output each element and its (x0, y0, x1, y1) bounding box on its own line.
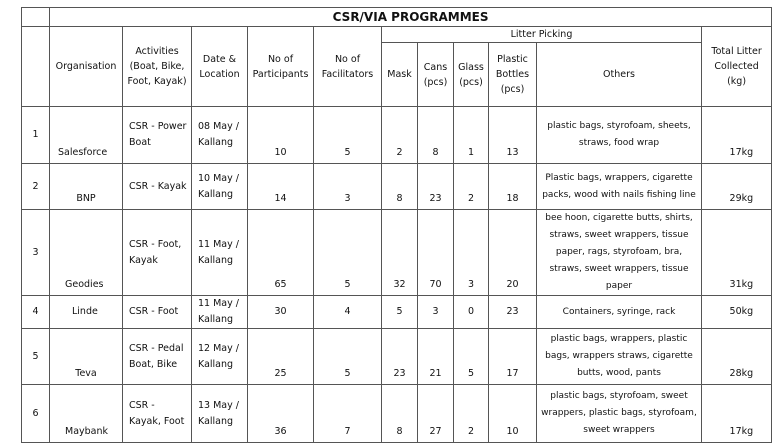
date-location-cell: 13 May / Kallang (192, 385, 248, 443)
plastic-bottles-cell: 20 (489, 210, 537, 296)
table-row (22, 329, 772, 385)
date-location-cell: 10 May / Kallang (192, 164, 248, 210)
activities-cell: CSR - Kayak, Foot (123, 385, 192, 443)
activities-cell: CSR - Pedal Boat, Bike (123, 329, 192, 385)
header-glass: Glass (pcs) (454, 43, 489, 107)
table-row (22, 107, 772, 164)
table-row (22, 164, 772, 210)
others-cell: Plastic bags, wrappers, cigarette packs, wood with nails fishing line (537, 164, 702, 210)
table-row (22, 210, 772, 296)
organisation-cell: Teva (50, 329, 123, 385)
organisation-cell: BNP (50, 164, 123, 210)
facilitators-cell: 5 (314, 210, 382, 296)
glass-cell: 2 (454, 164, 489, 210)
mask-cell: 8 (382, 385, 418, 443)
facilitators-cell: 4 (314, 296, 382, 329)
table-title: CSR/VIA PROGRAMMES (50, 8, 772, 27)
others-cell: plastic bags, styrofoam, sweet wrappers, plastic bags, styrofoam, sweet wrappers (537, 385, 702, 443)
header-number (22, 27, 50, 107)
header-others: Others (537, 43, 702, 107)
glass-cell: 3 (454, 210, 489, 296)
activities-cell: CSR - Foot (123, 296, 192, 329)
header-participants: No of Participants (248, 27, 314, 107)
organisation-cell: Linde (50, 296, 123, 329)
participants-cell: 65 (248, 210, 314, 296)
total-cell: 31kg (702, 210, 772, 296)
cans-cell: 3 (418, 296, 454, 329)
header-date-location: Date & Location (192, 27, 248, 107)
table-row (22, 385, 772, 443)
header-mask: Mask (382, 43, 418, 107)
cans-cell: 70 (418, 210, 454, 296)
glass-cell: 0 (454, 296, 489, 329)
participants-cell: 14 (248, 164, 314, 210)
facilitators-cell: 5 (314, 107, 382, 164)
csr-programmes-table (21, 7, 772, 443)
plastic-bottles-cell: 18 (489, 164, 537, 210)
organisation-cell: Geodies (50, 210, 123, 296)
participants-cell: 36 (248, 385, 314, 443)
plastic-bottles-cell: 10 (489, 385, 537, 443)
cans-cell: 27 (418, 385, 454, 443)
others-cell: plastic bags, wrappers, plastic bags, wrappers straws, cigarette butts, wood, pants (537, 329, 702, 385)
facilitators-cell: 7 (314, 385, 382, 443)
cans-cell: 8 (418, 107, 454, 164)
mask-cell: 8 (382, 164, 418, 210)
glass-cell: 1 (454, 107, 489, 164)
header-plastic-bottles: Plastic Bottles (pcs) (489, 43, 537, 107)
table-row (22, 296, 772, 329)
activities-cell: CSR - Foot, Kayak (123, 210, 192, 296)
header-cans: Cans (pcs) (418, 43, 454, 107)
organisation-cell: Salesforce (50, 107, 123, 164)
participants-cell: 30 (248, 296, 314, 329)
row-number: 1 (22, 107, 50, 164)
row-number: 2 (22, 164, 50, 210)
date-location-cell: 11 May / Kallang (192, 296, 248, 329)
total-cell: 29kg (702, 164, 772, 210)
others-cell: Containers, syringe, rack (537, 296, 702, 329)
total-cell: 17kg (702, 107, 772, 164)
mask-cell: 32 (382, 210, 418, 296)
row-number: 5 (22, 329, 50, 385)
cans-cell: 21 (418, 329, 454, 385)
header-facilitators: No of Facilitators (314, 27, 382, 107)
mask-cell: 5 (382, 296, 418, 329)
facilitators-cell: 3 (314, 164, 382, 210)
header-total: Total Litter Collected (kg) (702, 27, 772, 107)
others-cell: plastic bags, styrofoam, sheets, straws, food wrap (537, 107, 702, 164)
total-cell: 50kg (702, 296, 772, 329)
glass-cell: 2 (454, 385, 489, 443)
plastic-bottles-cell: 17 (489, 329, 537, 385)
participants-cell: 25 (248, 329, 314, 385)
corner-cell (22, 8, 50, 27)
cans-cell: 23 (418, 164, 454, 210)
total-cell: 28kg (702, 329, 772, 385)
mask-cell: 23 (382, 329, 418, 385)
total-cell: 17kg (702, 385, 772, 443)
activities-cell: CSR - Power Boat (123, 107, 192, 164)
row-number: 4 (22, 296, 50, 329)
activities-cell: CSR - Kayak (123, 164, 192, 210)
organisation-cell: Maybank (50, 385, 123, 443)
date-location-cell: 11 May / Kallang (192, 210, 248, 296)
plastic-bottles-cell: 13 (489, 107, 537, 164)
participants-cell: 10 (248, 107, 314, 164)
row-number: 6 (22, 385, 50, 443)
plastic-bottles-cell: 23 (489, 296, 537, 329)
row-number: 3 (22, 210, 50, 296)
mask-cell: 2 (382, 107, 418, 164)
header-activities: Activities (Boat, Bike, Foot, Kayak) (123, 27, 192, 107)
header-organisation: Organisation (50, 27, 123, 107)
glass-cell: 5 (454, 329, 489, 385)
facilitators-cell: 5 (314, 329, 382, 385)
header-litter-picking: Litter Picking (382, 27, 702, 43)
date-location-cell: 08 May / Kallang (192, 107, 248, 164)
others-cell: bee hoon, cigarette butts, shirts, straws, sweet wrappers, tissue paper, rags, styrofoam, bra, straws, sweet wrappers, tissue paper (537, 210, 702, 296)
date-location-cell: 12 May / Kallang (192, 329, 248, 385)
